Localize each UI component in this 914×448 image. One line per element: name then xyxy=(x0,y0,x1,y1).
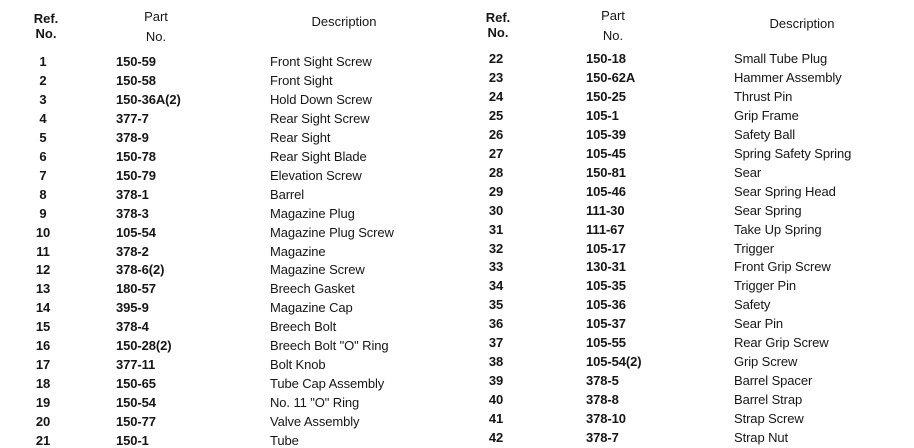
part-description: Magazine Screw xyxy=(270,262,365,277)
part-number: 105-36 xyxy=(586,297,626,312)
ref-number: 12 xyxy=(35,262,51,277)
part-number: 378-3 xyxy=(116,206,149,221)
ref-header-line2: No. xyxy=(487,25,509,40)
description-header: Description xyxy=(769,16,835,31)
part-no-header-right xyxy=(583,8,643,43)
ref-number: 22 xyxy=(488,51,504,66)
part-number: 105-39 xyxy=(586,127,626,142)
ref-number: 1 xyxy=(39,54,47,69)
part-header-line2: No. xyxy=(602,28,624,43)
part-number: 111-30 xyxy=(586,203,625,218)
ref-number: 9 xyxy=(39,206,47,221)
part-number: 150-59 xyxy=(116,54,156,69)
part-description: Breech Bolt xyxy=(270,319,337,334)
part-description: Breech Bolt "O" Ring xyxy=(270,338,389,353)
part-description: Small Tube Plug xyxy=(734,51,828,66)
part-number: 378-5 xyxy=(586,373,619,388)
ref-number: 41 xyxy=(488,411,504,426)
ref-number: 4 xyxy=(39,111,47,126)
part-description: Valve Assembly xyxy=(270,414,360,429)
part-description: Front Sight Screw xyxy=(270,54,372,69)
ref-number: 33 xyxy=(488,259,504,274)
part-description: Magazine Plug Screw xyxy=(270,225,394,240)
part-description: Strap Screw xyxy=(734,411,804,426)
part-number: 378-1 xyxy=(116,187,149,202)
part-number: 150-18 xyxy=(586,51,626,66)
part-no-header-left xyxy=(126,9,186,44)
part-description: Barrel xyxy=(270,187,305,202)
description-header: Description xyxy=(311,14,377,29)
part-description: Breech Gasket xyxy=(270,281,355,296)
part-number: 377-7 xyxy=(116,111,149,126)
part-description: Trigger xyxy=(734,241,774,256)
part-description: Rear Sight Blade xyxy=(270,149,367,164)
part-number: 150-65 xyxy=(116,376,156,391)
part-description: Take Up Spring xyxy=(734,222,822,237)
ref-number: 29 xyxy=(488,184,504,199)
part-number: 150-62A xyxy=(586,70,636,85)
ref-number: 7 xyxy=(39,168,47,183)
ref-number: 3 xyxy=(39,92,47,107)
part-number: 105-55 xyxy=(586,335,626,350)
part-number: 150-54 xyxy=(116,395,156,410)
part-description: No. 11 "O" Ring xyxy=(270,395,360,410)
part-number: 180-57 xyxy=(116,281,156,296)
ref-number: 28 xyxy=(488,165,504,180)
part-number: 150-78 xyxy=(116,149,156,164)
ref-number: 38 xyxy=(488,354,504,369)
part-number: 395-9 xyxy=(116,300,149,315)
part-description: Trigger Pin xyxy=(734,278,796,293)
part-description: Sear Pin xyxy=(734,316,784,331)
part-description: Safety xyxy=(734,297,771,312)
part-description: Rear Sight Screw xyxy=(270,111,370,126)
part-number: 150-25 xyxy=(586,89,626,104)
ref-header-line1: Ref. xyxy=(33,11,59,26)
ref-number: 26 xyxy=(488,127,504,142)
part-header-line1: Part xyxy=(601,8,625,23)
part-description: Elevation Screw xyxy=(270,168,362,183)
part-description: Grip Screw xyxy=(734,354,798,369)
ref-number: 6 xyxy=(39,149,47,164)
ref-number: 21 xyxy=(35,433,51,448)
ref-no-header-right xyxy=(478,10,518,40)
part-description: Magazine Cap xyxy=(270,300,353,315)
part-description: Sear Spring xyxy=(734,203,802,218)
ref-number: 11 xyxy=(36,244,50,259)
ref-number: 37 xyxy=(488,335,504,350)
ref-number: 34 xyxy=(488,278,504,293)
ref-header-line2: No. xyxy=(35,26,57,41)
part-description: Grip Frame xyxy=(734,108,799,123)
part-description: Tube xyxy=(270,433,299,448)
ref-number: 19 xyxy=(35,395,51,410)
part-number: 150-79 xyxy=(116,168,156,183)
part-description: Rear Grip Screw xyxy=(734,335,829,350)
part-number: 378-8 xyxy=(586,392,619,407)
part-number: 150-58 xyxy=(116,73,156,88)
part-number: 150-81 xyxy=(586,165,626,180)
part-number: 378-9 xyxy=(116,130,149,145)
ref-number: 20 xyxy=(35,414,51,429)
part-description: Sear Spring Head xyxy=(734,184,836,199)
part-number: 150-28(2) xyxy=(116,338,172,353)
description-header-left xyxy=(294,14,394,29)
part-number: 105-37 xyxy=(586,316,626,331)
ref-number: 32 xyxy=(488,241,504,256)
part-description: Magazine xyxy=(270,244,326,259)
ref-number: 36 xyxy=(488,316,504,331)
part-number: 378-2 xyxy=(116,244,149,259)
part-number: 105-1 xyxy=(586,108,619,123)
ref-number: 2 xyxy=(39,73,47,88)
ref-number: 35 xyxy=(488,297,504,312)
part-number: 105-17 xyxy=(586,241,626,256)
part-description: Bolt Knob xyxy=(270,357,326,372)
ref-number: 39 xyxy=(488,373,504,388)
part-number: 150-1 xyxy=(116,433,149,448)
description-header-right xyxy=(752,16,852,31)
part-description: Magazine Plug xyxy=(270,206,355,221)
part-description: Front Grip Screw xyxy=(734,259,831,274)
ref-number: 27 xyxy=(488,146,504,161)
ref-number: 31 xyxy=(488,222,504,237)
ref-number: 14 xyxy=(35,300,51,315)
ref-number: 30 xyxy=(488,203,504,218)
part-number: 378-10 xyxy=(586,411,626,426)
part-number: 105-45 xyxy=(586,146,626,161)
ref-number: 40 xyxy=(488,392,504,407)
ref-header-line1: Ref. xyxy=(485,10,511,25)
part-description: Barrel Strap xyxy=(734,392,803,407)
part-description: Rear Sight xyxy=(270,130,331,145)
ref-number: 10 xyxy=(35,225,51,240)
part-number: 150-36A(2) xyxy=(116,92,181,107)
part-number: 377-11 xyxy=(116,357,156,372)
part-description: Strap Nut xyxy=(734,430,789,445)
ref-number: 25 xyxy=(488,108,504,123)
part-number: 130-31 xyxy=(586,259,626,274)
ref-number: 16 xyxy=(35,338,51,353)
ref-number: 8 xyxy=(39,187,47,202)
ref-number: 5 xyxy=(39,130,47,145)
part-number: 150-77 xyxy=(116,414,156,429)
part-header-line2: No. xyxy=(145,29,167,44)
part-number: 105-54 xyxy=(116,225,156,240)
part-number: 378-7 xyxy=(586,430,619,445)
part-description: Spring Safety Spring xyxy=(734,146,852,161)
ref-number: 15 xyxy=(35,319,51,334)
part-description: Front Sight xyxy=(270,73,333,88)
part-number: 105-35 xyxy=(586,278,626,293)
part-description: Tube Cap Assembly xyxy=(270,376,385,391)
ref-no-header-left xyxy=(26,11,66,41)
part-description: Barrel Spacer xyxy=(734,373,813,388)
ref-number: 18 xyxy=(35,376,51,391)
ref-number: 17 xyxy=(35,357,51,372)
ref-number: 42 xyxy=(488,430,504,445)
ref-number: 23 xyxy=(488,70,504,85)
part-description: Hammer Assembly xyxy=(734,70,842,85)
ref-number: 24 xyxy=(488,89,504,104)
part-description: Safety Ball xyxy=(734,127,796,142)
part-number: 105-46 xyxy=(586,184,626,199)
part-header-line1: Part xyxy=(144,9,168,24)
part-number: 378-4 xyxy=(116,319,149,334)
part-number: 105-54(2) xyxy=(586,354,642,369)
part-description: Sear xyxy=(734,165,762,180)
ref-number: 13 xyxy=(35,281,51,296)
part-number: 378-6(2) xyxy=(116,262,165,277)
part-number: 111-67 xyxy=(586,222,625,237)
part-description: Thrust Pin xyxy=(734,89,793,104)
part-description: Hold Down Screw xyxy=(270,92,372,107)
